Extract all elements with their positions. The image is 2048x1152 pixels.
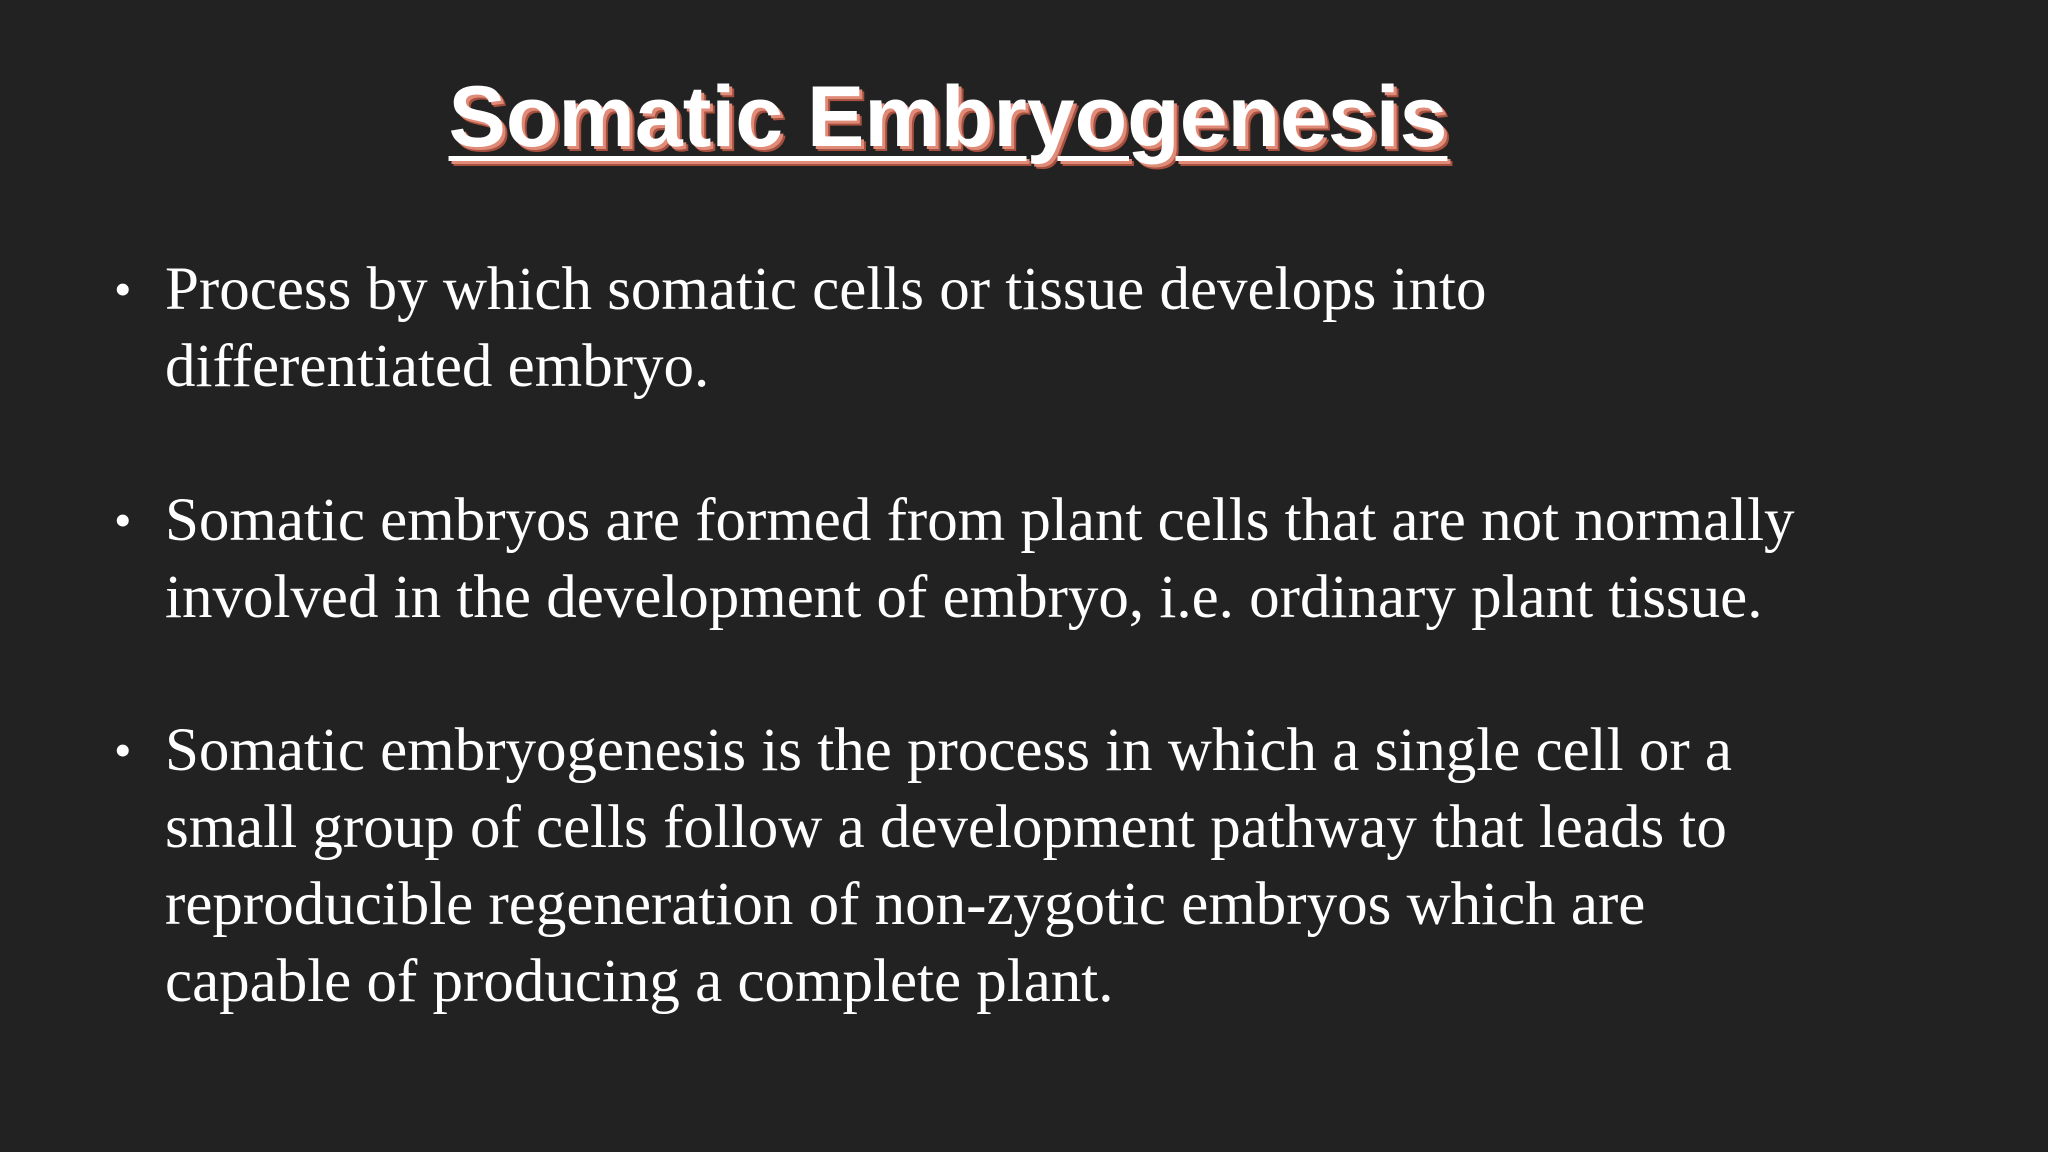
bullet-text: Somatic embryos are formed from plant cells that are not normally involved in the development of embryo, i.e. ordinary plant tissue. [165,487,1795,631]
bullet-point-icon: • [114,492,132,548]
bullet-point-icon: • [114,261,132,317]
bullet-text: Process by which somatic cells or tissue develops into differentiated embryo. [165,256,1487,400]
bullet-text: Somatic embryogenesis is the process in which a single cell or a small group of cells follow a development pathway that leads to reproducible regeneration of non-zygotic embryos which are capable of producing a complete plant. [165,717,1732,1015]
bullet-point-icon: • [114,722,132,778]
slide-title: Somatic Embryogenesis [448,69,1448,165]
